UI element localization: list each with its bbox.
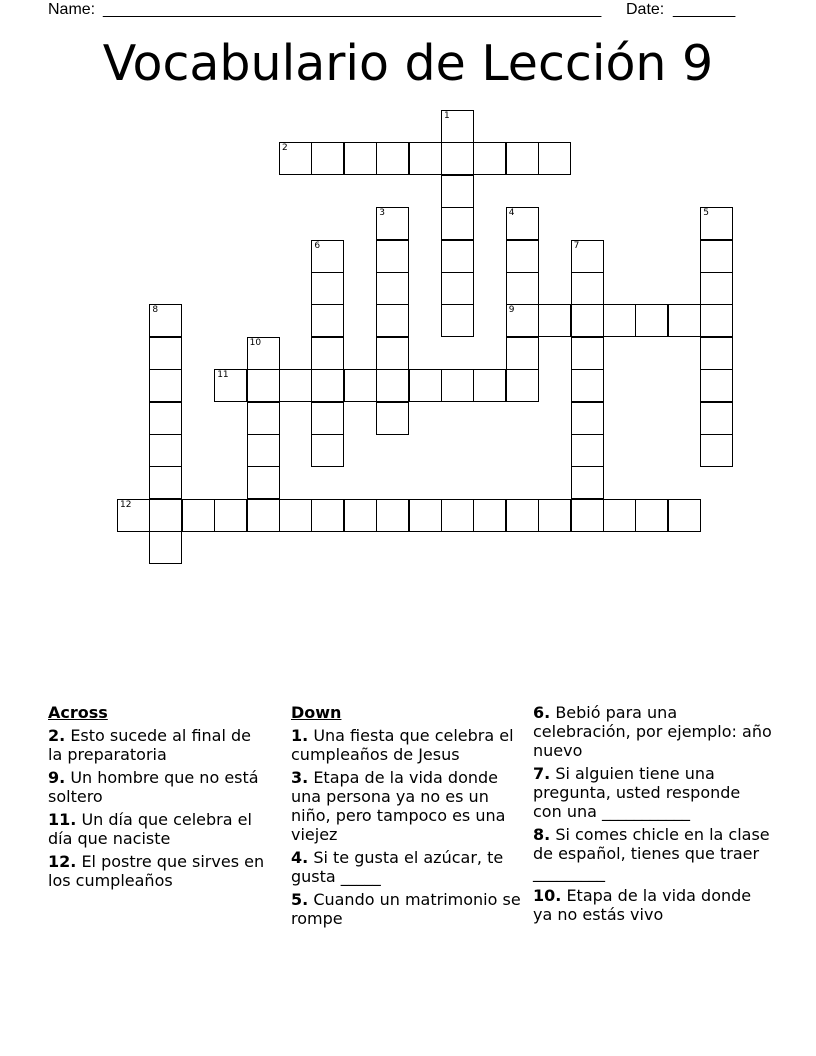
crossword-cell[interactable] [506, 304, 539, 337]
crossword-cell[interactable] [441, 110, 474, 143]
clue-down-6 [533, 703, 773, 760]
crossword-cell[interactable] [700, 304, 733, 337]
crossword-cell[interactable] [473, 142, 506, 175]
crossword-cell[interactable] [311, 337, 344, 370]
crossword-cell[interactable] [571, 272, 604, 305]
crossword-cell[interactable] [668, 304, 701, 337]
crossword-cell[interactable] [700, 434, 733, 467]
crossword-cell[interactable] [409, 369, 442, 402]
clue-number: 6. [533, 703, 551, 722]
crossword-cell[interactable] [441, 240, 474, 273]
clue-number: 5. [291, 890, 309, 909]
crossword-cell[interactable] [279, 142, 312, 175]
date-label: Date: [626, 1, 665, 18]
crossword-cell[interactable] [376, 207, 409, 240]
crossword-cell[interactable] [344, 499, 377, 532]
crossword-cell[interactable] [506, 369, 539, 402]
crossword-cell[interactable] [700, 240, 733, 273]
clue-across-2 [48, 726, 268, 764]
across-heading: Across [48, 703, 108, 722]
crossword-cell[interactable] [506, 272, 539, 305]
crossword-cell[interactable] [571, 466, 604, 499]
clue-across-12 [48, 852, 268, 890]
crossword-cell[interactable] [603, 499, 636, 532]
crossword-cell[interactable] [700, 207, 733, 240]
crossword-cell[interactable] [635, 304, 668, 337]
cell-number: 5 [703, 208, 709, 219]
clue-number: 2. [48, 726, 66, 745]
crossword-cell[interactable] [506, 240, 539, 273]
crossword-cell[interactable] [214, 499, 247, 532]
crossword-cell[interactable] [700, 337, 733, 370]
crossword-cell[interactable] [538, 499, 571, 532]
cell-number: 9 [508, 305, 515, 316]
crossword-cell[interactable] [603, 304, 636, 337]
clue-text: Un día que celebra el día que naciste [48, 810, 252, 848]
clue-text: Esto sucede al final de la preparatoria [48, 726, 251, 764]
crossword-cell[interactable] [214, 369, 247, 402]
crossword-cell[interactable] [571, 499, 604, 532]
clue-text: Etapa de la vida donde ya no estás vivo [533, 886, 752, 924]
crossword-cell[interactable] [409, 142, 442, 175]
crossword-cell[interactable] [149, 531, 182, 564]
crossword-cell[interactable] [149, 499, 182, 532]
crossword-cell[interactable] [506, 337, 539, 370]
name-line[interactable]: ________________________________________________________ [103, 1, 602, 18]
clue-down-5 [291, 890, 523, 928]
crossword-cell[interactable] [311, 304, 344, 337]
crossword-cell[interactable] [441, 304, 474, 337]
cell-number: 8 [152, 305, 159, 316]
crossword-cell[interactable] [409, 499, 442, 532]
crossword-cell[interactable] [571, 369, 604, 402]
cell-number: 12 [120, 499, 132, 510]
crossword-cell[interactable] [668, 499, 701, 532]
date-line[interactable]: _______ [673, 1, 736, 18]
clue-text: Si alguien tiene una pregunta, usted responde con una ___________ [533, 764, 741, 821]
crossword-cell[interactable] [311, 434, 344, 467]
crossword-cell[interactable] [571, 337, 604, 370]
crossword-cell[interactable] [247, 369, 280, 402]
down-heading: Down [291, 703, 342, 722]
clue-number: 12. [48, 852, 77, 871]
clue-down-1 [291, 726, 523, 764]
crossword-cell[interactable] [376, 272, 409, 305]
crossword-cell[interactable] [538, 304, 571, 337]
crossword-cell[interactable] [571, 434, 604, 467]
clue-text: El postre que sirves en los cumpleaños [48, 852, 265, 890]
crossword-cell[interactable] [376, 402, 409, 435]
cell-number: 2 [282, 143, 288, 154]
crossword-cell[interactable] [311, 240, 344, 273]
clue-number: 7. [533, 764, 551, 783]
clue-number: 1. [291, 726, 309, 745]
down-clues-continued [533, 703, 773, 928]
cell-number: 11 [217, 370, 229, 381]
crossword-cell[interactable] [311, 142, 344, 175]
crossword-cell[interactable] [376, 337, 409, 370]
clue-number: 3. [291, 768, 309, 787]
clue-text: Cuando un matrimonio se rompe [291, 890, 521, 928]
crossword-cell[interactable] [700, 402, 733, 435]
crossword-cell[interactable] [311, 402, 344, 435]
crossword-cell[interactable] [344, 142, 377, 175]
crossword-cell[interactable] [473, 369, 506, 402]
clue-text: Una fiesta que celebra el cumpleaños de Jesus [291, 726, 514, 764]
crossword-cell[interactable] [279, 369, 312, 402]
crossword-cell[interactable] [635, 499, 668, 532]
crossword-cell[interactable] [441, 272, 474, 305]
crossword-cell[interactable] [700, 272, 733, 305]
crossword-cell[interactable] [571, 402, 604, 435]
crossword-cell[interactable] [473, 499, 506, 532]
crossword-cell[interactable] [571, 304, 604, 337]
clue-number: 11. [48, 810, 77, 829]
crossword-cell[interactable] [311, 272, 344, 305]
crossword-cell[interactable] [117, 499, 150, 532]
across-clues [48, 703, 268, 894]
crossword-cell[interactable] [700, 369, 733, 402]
cell-number: 7 [573, 240, 580, 251]
cell-number: 1 [444, 111, 450, 121]
crossword-cell[interactable] [149, 369, 182, 402]
crossword-cell[interactable] [311, 499, 344, 532]
crossword-cell[interactable] [441, 207, 474, 240]
down-clues [291, 703, 523, 932]
clue-across-11 [48, 810, 268, 848]
clue-down-10 [533, 886, 773, 924]
clue-across-9 [48, 768, 268, 806]
page-title: Vocabulario de Lección 9 [102, 35, 714, 92]
crossword-cell[interactable] [441, 142, 474, 175]
clue-number: 10. [533, 886, 562, 905]
cell-number: 6 [314, 240, 321, 251]
crossword-cell[interactable] [344, 369, 377, 402]
cell-number: 4 [508, 208, 515, 219]
clue-text: Si te gusta el azúcar, te gusta _____ [291, 848, 504, 886]
crossword-cell[interactable] [376, 142, 409, 175]
clue-down-3 [291, 768, 523, 844]
clue-text: Etapa de la vida donde una persona ya no es un niño, pero tampoco es una viejez [291, 768, 506, 844]
crossword-cell[interactable] [247, 434, 280, 467]
crossword-cell[interactable] [441, 175, 474, 208]
crossword-cell[interactable] [149, 337, 182, 370]
crossword-cell[interactable] [376, 304, 409, 337]
cell-number: 3 [379, 208, 385, 219]
crossword-cell[interactable] [376, 369, 409, 402]
crossword-cell[interactable] [247, 337, 280, 370]
crossword-cell[interactable] [149, 466, 182, 499]
crossword-cell[interactable] [149, 434, 182, 467]
crossword-cell[interactable] [506, 207, 539, 240]
crossword-cell[interactable] [441, 499, 474, 532]
crossword-cell[interactable] [149, 402, 182, 435]
crossword-cell[interactable] [376, 499, 409, 532]
crossword-cell[interactable] [279, 499, 312, 532]
crossword-cell[interactable] [506, 142, 539, 175]
clue-number: 8. [533, 825, 551, 844]
crossword-cell[interactable] [149, 304, 182, 337]
clue-down-7 [533, 764, 773, 821]
name-label: Name: [48, 1, 96, 18]
crossword-cell[interactable] [247, 499, 280, 532]
clue-down-4 [291, 848, 523, 886]
clue-down-8 [533, 825, 773, 882]
crossword-cell[interactable] [506, 499, 539, 532]
crossword-cell[interactable] [441, 369, 474, 402]
crossword-cell[interactable] [376, 240, 409, 273]
cell-number: 10 [249, 337, 262, 348]
crossword-cell[interactable] [571, 240, 604, 273]
crossword-cell[interactable] [247, 466, 280, 499]
clue-number: 4. [291, 848, 309, 867]
clue-text: Un hombre que no está soltero [48, 768, 259, 806]
crossword-cell[interactable] [311, 369, 344, 402]
crossword-cell[interactable] [247, 402, 280, 435]
crossword-cell[interactable] [182, 499, 215, 532]
crossword-cell[interactable] [538, 142, 571, 175]
clue-text: Bebió para una celebración, por ejemplo: año nuevo [533, 703, 772, 760]
clue-number: 9. [48, 768, 66, 787]
clue-text: Si comes chicle en la clase de español, tienes que traer _________ [533, 825, 770, 882]
